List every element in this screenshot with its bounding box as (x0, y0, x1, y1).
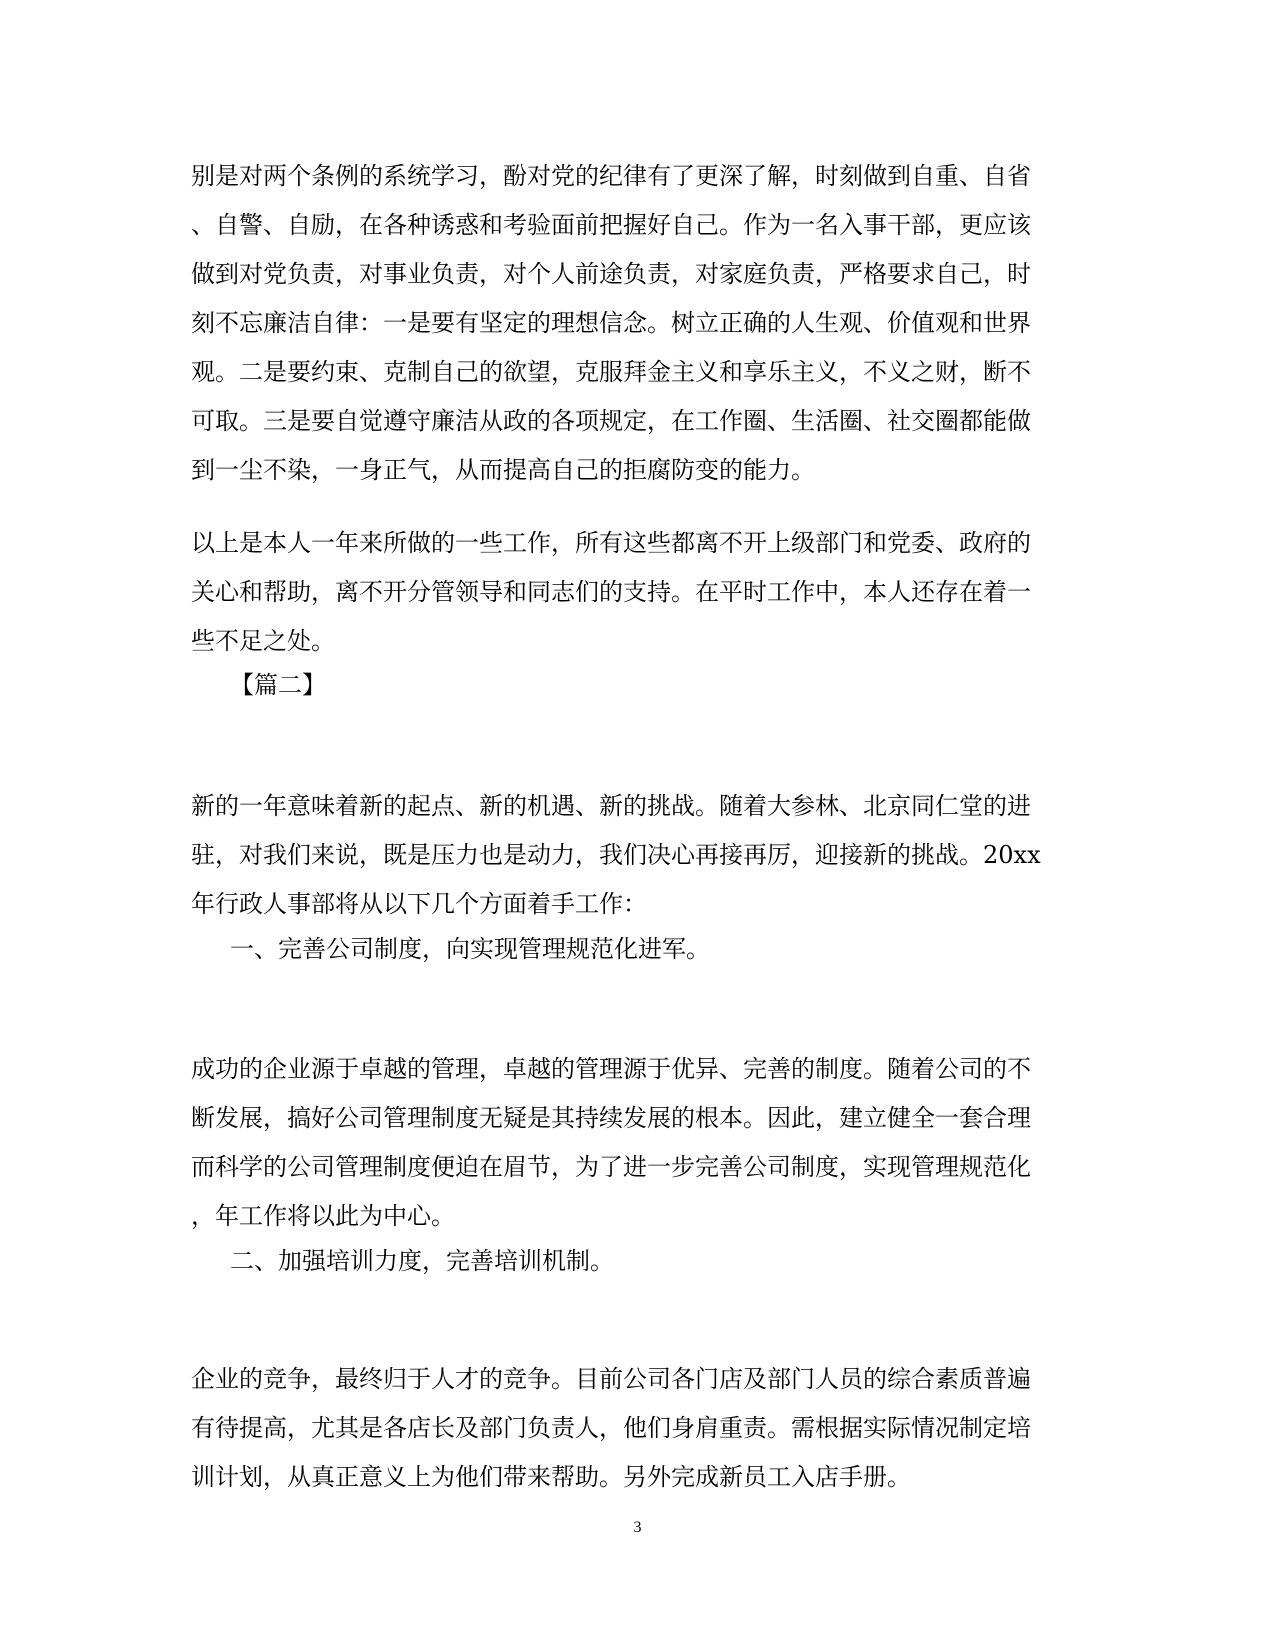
paragraph-1 (191, 152, 1061, 495)
paragraph-line: 新的一年意味着新的起点、新的机遇、新的挑战。随着大参林、北京同仁堂的进 (191, 792, 1031, 820)
paragraph-line: 做到对党负责，对事业负责，对个人前途负责，对家庭负责，严格要求自己，时 (191, 260, 1031, 288)
paragraph-line: 些不足之处。 (191, 627, 335, 655)
paragraph-line: 成功的企业源于卓越的管理，卓越的管理源于优异、完善的制度。随着公司的不 (191, 1055, 1031, 1083)
paragraph-line: 以上是本人一年来所做的一些工作，所有这些都离不开上级部门和党委、政府的 (191, 529, 1031, 557)
paragraph-2 (191, 519, 1061, 666)
heading-1: 一、完善公司制度，向实现管理规范化进军。 (230, 935, 710, 963)
paragraph-4 (191, 1045, 1061, 1241)
paragraph-line: 驻，对我们来说，既是压力也是动力，我们决心再接再厉，迎接新的挑战。20xx (191, 841, 1041, 869)
paragraph-line: 年行政人事部将从以下几个方面着手工作： (191, 890, 647, 918)
paragraph-line: 到一尘不染，一身正气，从而提高自己的拒腐防变的能力。 (191, 456, 815, 484)
paragraph-line: 训计划，从真正意义上为他们带来帮助。另外完成新员工入店手册。 (191, 1463, 911, 1491)
paragraph-line: 刻不忘廉洁自律：一是要有坚定的理想信念。树立正确的人生观、价值观和世界 (191, 309, 1031, 337)
paragraph-line: 、自警、自励，在各种诱惑和考验面前把握好自己。作为一名入事干部，更应该 (191, 211, 1031, 239)
paragraph-line: 有待提高，尤其是各店长及部门负责人，他们身肩重责。需根据实际情况制定培 (191, 1414, 1031, 1442)
heading-2: 二、加强培训力度，完善培训机制。 (230, 1247, 614, 1275)
page-number: 3 (633, 1519, 642, 1536)
paragraph-line: 关心和帮助，离不开分管领导和同志们的支持。在平时工作中，本人还存在着一 (191, 578, 1031, 606)
paragraph-line: 断发展，搞好公司管理制度无疑是其持续发展的根本。因此，建立健全一套合理 (191, 1104, 1031, 1132)
paragraph-line: ，年工作将以此为中心。 (191, 1202, 455, 1230)
paragraph-line: 观。二是要约束、克制自己的欲望，克服拜金主义和享乐主义，不义之财，断不 (191, 358, 1031, 386)
paragraph-5 (191, 1355, 1061, 1502)
paragraph-line: 别是对两个条例的系统学习，酚对党的纪律有了更深了解，时刻做到自重、自省 (191, 162, 1031, 190)
paragraph-line: 而科学的公司管理制度便迫在眉节，为了进一步完善公司制度，实现管理规范化 (191, 1153, 1031, 1181)
paragraph-3 (191, 782, 1061, 929)
paragraph-line: 可取。三是要自觉遵守廉洁从政的各项规定，在工作圈、生活圈、社交圈都能做 (191, 407, 1031, 435)
section-title: 【篇二】 (230, 671, 326, 699)
paragraph-line: 企业的竞争，最终归于人才的竞争。目前公司各门店及部门人员的综合素质普遍 (191, 1365, 1031, 1393)
